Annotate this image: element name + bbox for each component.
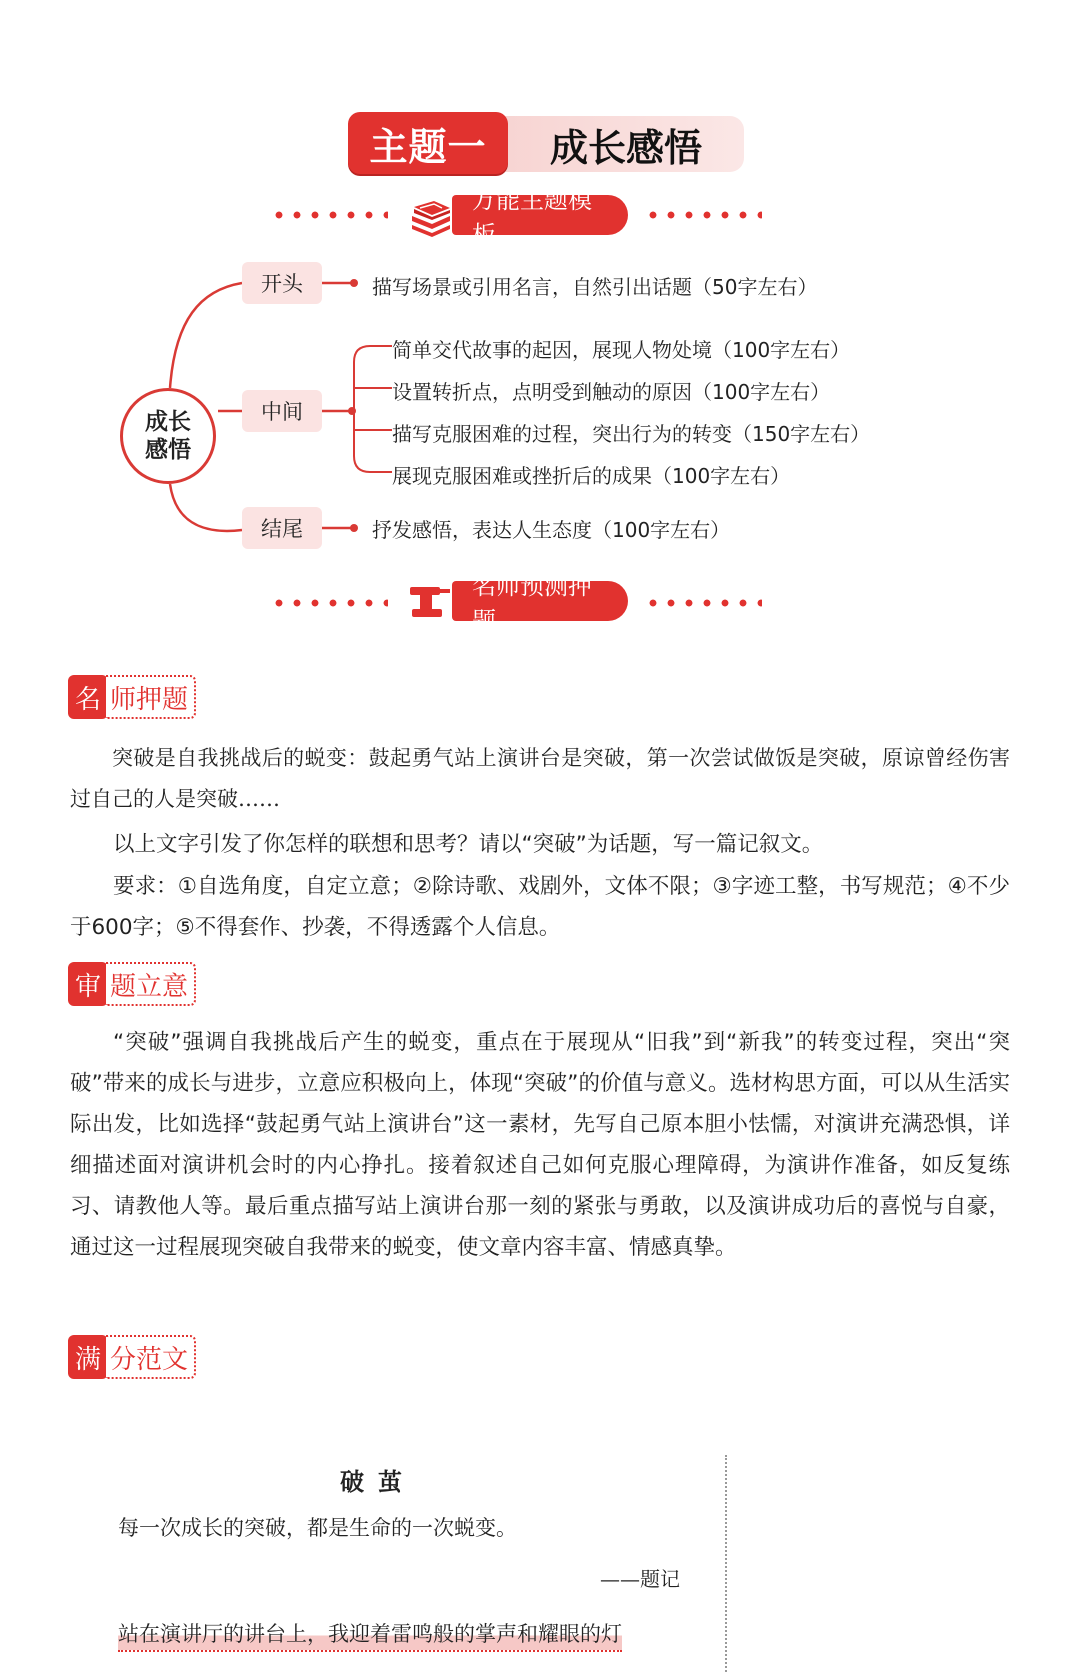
- essay-motto: 每一次成长的突破，都是生命的一次蜕变。: [118, 1516, 517, 1540]
- theme-label: 主题一: [348, 112, 508, 174]
- dot-divider-left-2: [270, 599, 388, 607]
- books-icon: [408, 197, 454, 237]
- theme-banner: [348, 112, 744, 174]
- opening-text: 描写场景或引用名言，自然引出话题（50字左右）: [372, 275, 818, 299]
- podium-icon: [408, 583, 454, 623]
- mindmap-root-line1: 成长: [145, 409, 191, 435]
- section-predict-title: 名师预测押题: [452, 581, 628, 621]
- dot-divider-right-2: [644, 599, 762, 607]
- tag-prompt: [68, 675, 196, 719]
- tag-analysis: [68, 962, 196, 1006]
- middle-item-2: 设置转折点，点明受到触动的原因（100字左右）: [392, 380, 831, 404]
- analysis-paragraph: “突破”强调自我挑战后产生的蜕变，重点在于展现从“旧我”到“新我”的转变过程，突出“突破”带来的成长与进步，立意应积极向上，体现“突破”的价值与意义。选材构思方面，可以从生活实际出发，比如选择“鼓起勇气站上演讲台”这一素材，先写自己原本胆小怯懦，对演讲充满恐惧，详细描述面对演讲机会时的内心挣扎。接着叙述自己如何克服心理障碍，为演讲作准备，如反复练习、请教他人等。最后重点描写站上演讲台那一刻的紧张与勇敢，以及演讲成功后的喜悦与自豪，通过这一过程展现突破自我带来的蜕变，使文章内容丰富、情感真挚。: [70, 1030, 1010, 1260]
- tag-analysis-rest: 题立意: [106, 962, 196, 1006]
- tag-prompt-rest: 师押题: [106, 675, 196, 719]
- tag-essay-first: 满: [68, 1335, 108, 1379]
- node-middle: 中间: [242, 390, 322, 432]
- essay-first-line: 站在演讲厅的讲台上，我迎着雷鸣般的掌声和耀眼的灯: [118, 1618, 622, 1652]
- middle-item-1: 简单交代故事的起因，展现人物处境（100字左右）: [392, 338, 851, 362]
- ending-text: 抒发感悟，表达人生态度（100字左右）: [372, 518, 731, 542]
- dot-divider-right: [644, 211, 762, 219]
- essay-signature: ——题记: [600, 1567, 680, 1591]
- prompt-paragraph-3: 要求：①自选角度，自定立意；②除诗歌、戏剧外，文体不限；③字迹工整，书写规范；④不少于600字；⑤不得套作、抄袭，不得透露个人信息。: [70, 874, 1010, 940]
- dot-divider-left: [270, 211, 388, 219]
- node-opening: 开头: [242, 262, 322, 304]
- essay-title: 破茧: [340, 1468, 416, 1496]
- tag-essay: [68, 1335, 196, 1379]
- mindmap-root: [120, 388, 216, 484]
- prompt-paragraph-2: 以上文字引发了你怎样的联想和思考？请以“突破”为话题，写一篇记叙文。: [113, 832, 824, 857]
- tag-analysis-first: 审: [68, 962, 108, 1006]
- node-ending: 结尾: [242, 507, 322, 549]
- prompt-paragraph-1: 突破是自我挑战后的蜕变：鼓起勇气站上演讲台是突破，第一次尝试做饭是突破，原谅曾经伤害过自己的人是突破……: [70, 746, 1010, 811]
- section-template-title: 万能主题模板: [452, 195, 628, 235]
- middle-item-3: 描写克服困难的过程，突出行为的转变（150字左右）: [392, 422, 871, 446]
- middle-item-4: 展现克服困难或挫折后的成果（100字左右）: [392, 464, 791, 488]
- mindmap-root-line2: 感悟: [145, 437, 191, 463]
- theme-title: 成长感悟: [498, 116, 744, 172]
- tag-prompt-first: 名: [68, 675, 108, 719]
- essay-divider: [725, 1455, 727, 1672]
- tag-essay-rest: 分范文: [106, 1335, 196, 1379]
